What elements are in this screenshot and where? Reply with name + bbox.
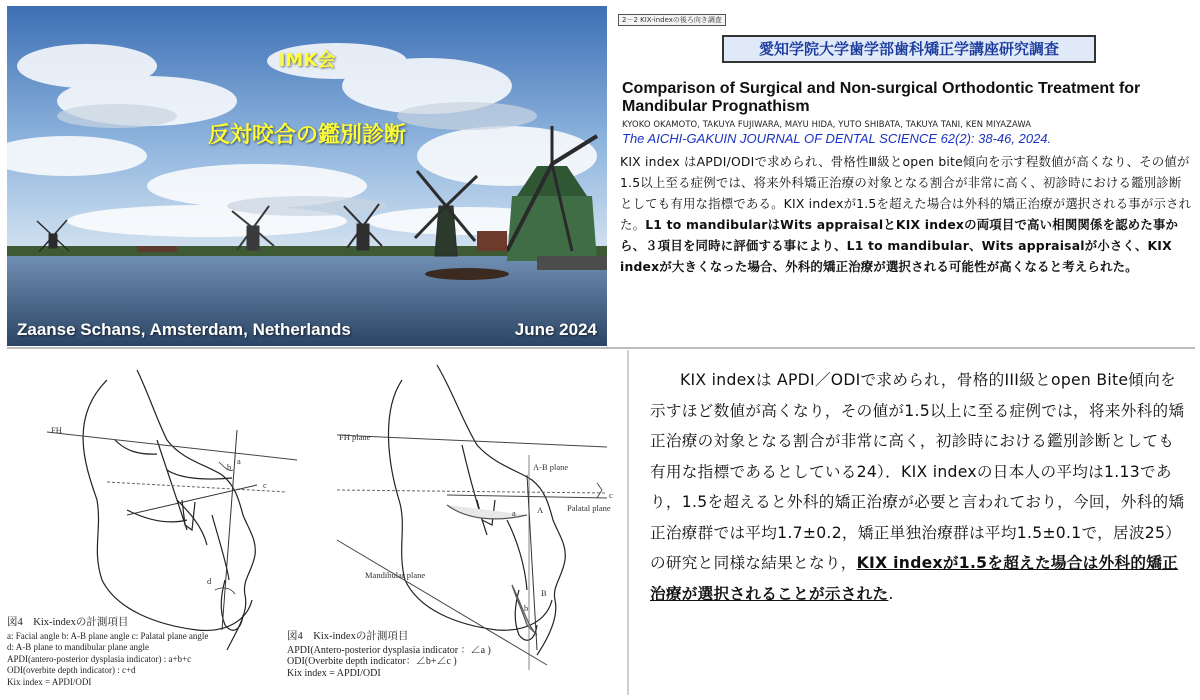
- angle-b-label: b: [227, 462, 232, 472]
- left-caption-line: d: A-B plane to mandibular plane angle: [7, 642, 149, 653]
- summary-regular: KIX index はAPDI/ODIで求められ、骨格性Ⅲ級とopen bite傾向を示す程数値が高くなり、その値が1.5以上至る症例では、将来外科矯正治療の対象となる割合が非常に高く、初診時における鑑別診断としても有用な指標である。KIX indexが1.5を超えた場合は外科的矯正治療が選択される事が示された。: [620, 154, 1192, 232]
- left-caption-line: a: Facial angle b: A-B plane angle c: Palatal plane angle: [7, 631, 209, 641]
- photo-date: June 2024: [514, 320, 597, 339]
- angle-c-label: c: [263, 480, 267, 490]
- photo-location: Zaanse Schans, Amsterdam, Netherlands: [17, 320, 351, 339]
- right-ceph-tracing: [337, 365, 607, 670]
- explanation-emphasis: KIX indexが1.5を超えた場合は外科的矯正治療が選択されることが示された: [650, 554, 1179, 603]
- right-caption-line: APDI(Antero-posterior dysplasia indicator ：∠a ): [287, 645, 491, 656]
- ab-plane-label: A-B plane: [533, 462, 569, 472]
- paper-title: Comparison of Surgical and Non-surgical Orthodontic Treatment for Mandibular Prognathism: [622, 80, 1141, 115]
- kix-index-diagrams: [7, 350, 629, 695]
- right-caption-line: ODI(Overbite depth indicator：∠b+∠c ): [287, 656, 457, 668]
- fh-label: FH: [51, 425, 62, 435]
- section-divider: [7, 347, 1195, 349]
- right-caption-line: Kix index = APDI/ODI: [287, 667, 381, 679]
- left-caption-line: ODI(overbite depth indicator) : c+d: [7, 665, 136, 676]
- left-ceph-tracing: [47, 370, 297, 650]
- left-caption-title: 図4 Kix-indexの計測項目: [7, 617, 129, 628]
- fh-plane-label: FH plane: [339, 432, 371, 442]
- paper-summary-text: [620, 151, 1192, 277]
- left-caption-line: APDI(antero-posterior dysplasia indicator) : a+b+c: [7, 653, 192, 664]
- angle-a-right-label: a: [512, 508, 516, 518]
- angle-b-right-label: b: [524, 603, 529, 613]
- angle-d-label: d: [207, 576, 212, 586]
- right-figure-caption: [287, 628, 491, 679]
- windmill-photo-slide: [7, 6, 607, 346]
- angle-c-right-label: c: [609, 490, 613, 500]
- section-tag: 2－2 KIX-indexの後ろ向き調査: [618, 14, 726, 26]
- right-caption-title: 図4 Kix-indexの計測項目: [287, 631, 409, 642]
- explanation-body: KIX indexは APDI／ODIで求められ，骨格的III級とopen Bite傾向を示すほど数値が高くなり，その値が1.5以上に至る症例では，将来外科的矯正治療の対象となる割合が非常に高く，初診時における鑑別診断としても有用な指標であるとしている24）．KIX indexの日本人の平均は1.13であり，1.5を超えると外科的矯正治療が必要と言われており，今回，外科的矯正治療群では平均1.7±0.2，矯正単独治療群は平均1.5±0.1で，居波25）の研究と同様な結果となり，: [650, 371, 1185, 572]
- point-B-label: B: [541, 588, 547, 598]
- angle-a-label: a: [237, 456, 241, 466]
- kix-explanation-panel: [640, 355, 1195, 695]
- left-caption-line: Kix index = APDI/ODI: [7, 676, 92, 687]
- explanation-end: .: [888, 584, 894, 603]
- summary-bold: L1 to mandibularはWits appraisalとKIX indexの両項目で高い相関関係を認めた事から、３項目を同時に評価する事により、L1 to mandibular、Wits appraisalが小さく、KIX indexが大きくなった場合、外科的矯正治療が選択される可能性が高くなると考えられた。: [620, 217, 1179, 274]
- paper-summary-panel: [614, 6, 1194, 342]
- mandibular-plane-label: Mandibular plane: [365, 570, 426, 580]
- group-title: IMK会: [278, 50, 336, 71]
- left-figure-caption: [7, 614, 208, 688]
- paper-journal: The AICHI-GAKUIN JOURNAL OF DENTAL SCIENCE 62(2): 38-46, 2024.: [622, 131, 1052, 146]
- palatal-plane-label: Palatal plane: [567, 503, 611, 513]
- kix-explanation-text: [650, 365, 1185, 609]
- paper-authors: KYOKO OKAMOTO, TAKUYA FUJIWARA, MAYU HIDA, YUTO SHIBATA, TAKUYA TANI, KEN MIYAZAWA: [622, 119, 1032, 129]
- research-header: 愛知学院大学歯学部歯科矯正学講座研究調査: [722, 35, 1096, 63]
- point-A-label: A: [537, 505, 544, 515]
- slide-title: 反対咬合の鑑別診断: [207, 123, 406, 148]
